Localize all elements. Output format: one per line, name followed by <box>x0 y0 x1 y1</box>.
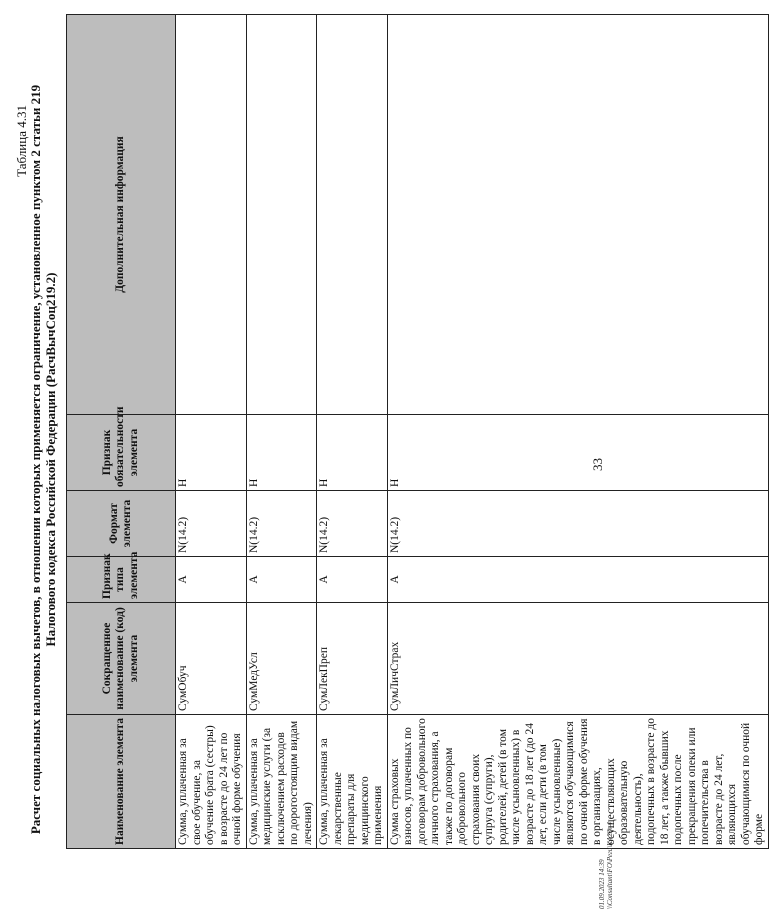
title-line-1: Расчет социальных налоговых вычетов, в отношении которых применяется ограничение, установленное пунктом 2 статьи 219 <box>28 84 43 835</box>
cell-info <box>246 15 317 415</box>
cell-name: Сумма, уплаченная за лекарственные препараты для медицинского применения <box>317 715 388 849</box>
cell-info <box>387 15 768 415</box>
cell-type: А <box>246 557 317 603</box>
table-row <box>176 15 247 849</box>
cell-code: СумЛичСтрах <box>387 603 768 715</box>
cell-name: Сумма, уплаченная за свое обучение, за обучение брата (сестры) в возрасте до 24 лет по очной форме обучения <box>176 715 247 849</box>
cell-type: А <box>176 557 247 603</box>
cell-required: Н <box>387 415 768 491</box>
cell-info <box>176 15 247 415</box>
cell-format: N(14.2) <box>176 491 247 557</box>
table-row <box>246 15 317 849</box>
elements-table <box>66 14 769 849</box>
table-row <box>387 15 768 849</box>
footer-path: \\Consultant\FO\Реги\КА23\-4 <box>606 822 614 909</box>
cell-code: СумЛекПреп <box>317 603 388 715</box>
cell-name: Сумма, уплаченная за медицинские услуги (за исключением расходов по дорогостоящим видам лечения) <box>246 715 317 849</box>
cell-required: Н <box>176 415 247 491</box>
cell-info <box>317 15 388 415</box>
cell-format: N(14.2) <box>317 491 388 557</box>
table-header-row <box>67 15 176 849</box>
cell-code: СумМедУсл <box>246 603 317 715</box>
print-footer <box>598 822 614 909</box>
cell-type: А <box>387 557 768 603</box>
table-row <box>317 15 388 849</box>
col-header-required: Признак обязательности элемента <box>67 415 176 491</box>
title-line-2: Налогового кодекса Российской Федерации (РасчВычСоц219.2) <box>43 272 58 647</box>
cell-required: Н <box>317 415 388 491</box>
col-header-info: Дополнительная информация <box>67 15 176 415</box>
page-number: 33 <box>590 458 605 471</box>
cell-format: N(14.2) <box>387 491 768 557</box>
cell-format: N(14.2) <box>246 491 317 557</box>
cell-code: СумОбуч <box>176 603 247 715</box>
footer-timestamp: 01.09.2023 14:39 <box>598 859 606 909</box>
table-title <box>28 40 58 879</box>
col-header-name: Наименование элемента <box>67 715 176 849</box>
cell-name: Сумма страховых взносов, уплаченных по договорам добровольного личного страхования, а также по договорам добровольного страхования своих супруга (супруги), родителей, детей (в том числе усыновленных) в возрасте до 18 лет (до 24 лет, если дети (в том числе усыновленные) являются обучающимися по очной форме обучения в организациях, осуществляющих образовательную деятельность), подопечных в возрасте до 18 лет, а также бывших подопечных после прекращения опеки или попечительства в возрасте до 24 лет, являющихся обучающимися по очной форме <box>387 715 768 849</box>
cell-required: Н <box>246 415 317 491</box>
table-label: Таблица 4.31 <box>14 105 29 177</box>
col-header-code: Сокращенное наименование (код) элемента <box>67 603 176 715</box>
col-header-type: Признак типа элемента <box>67 557 176 603</box>
col-header-format: Формат элемента <box>67 491 176 557</box>
cell-type: А <box>317 557 388 603</box>
